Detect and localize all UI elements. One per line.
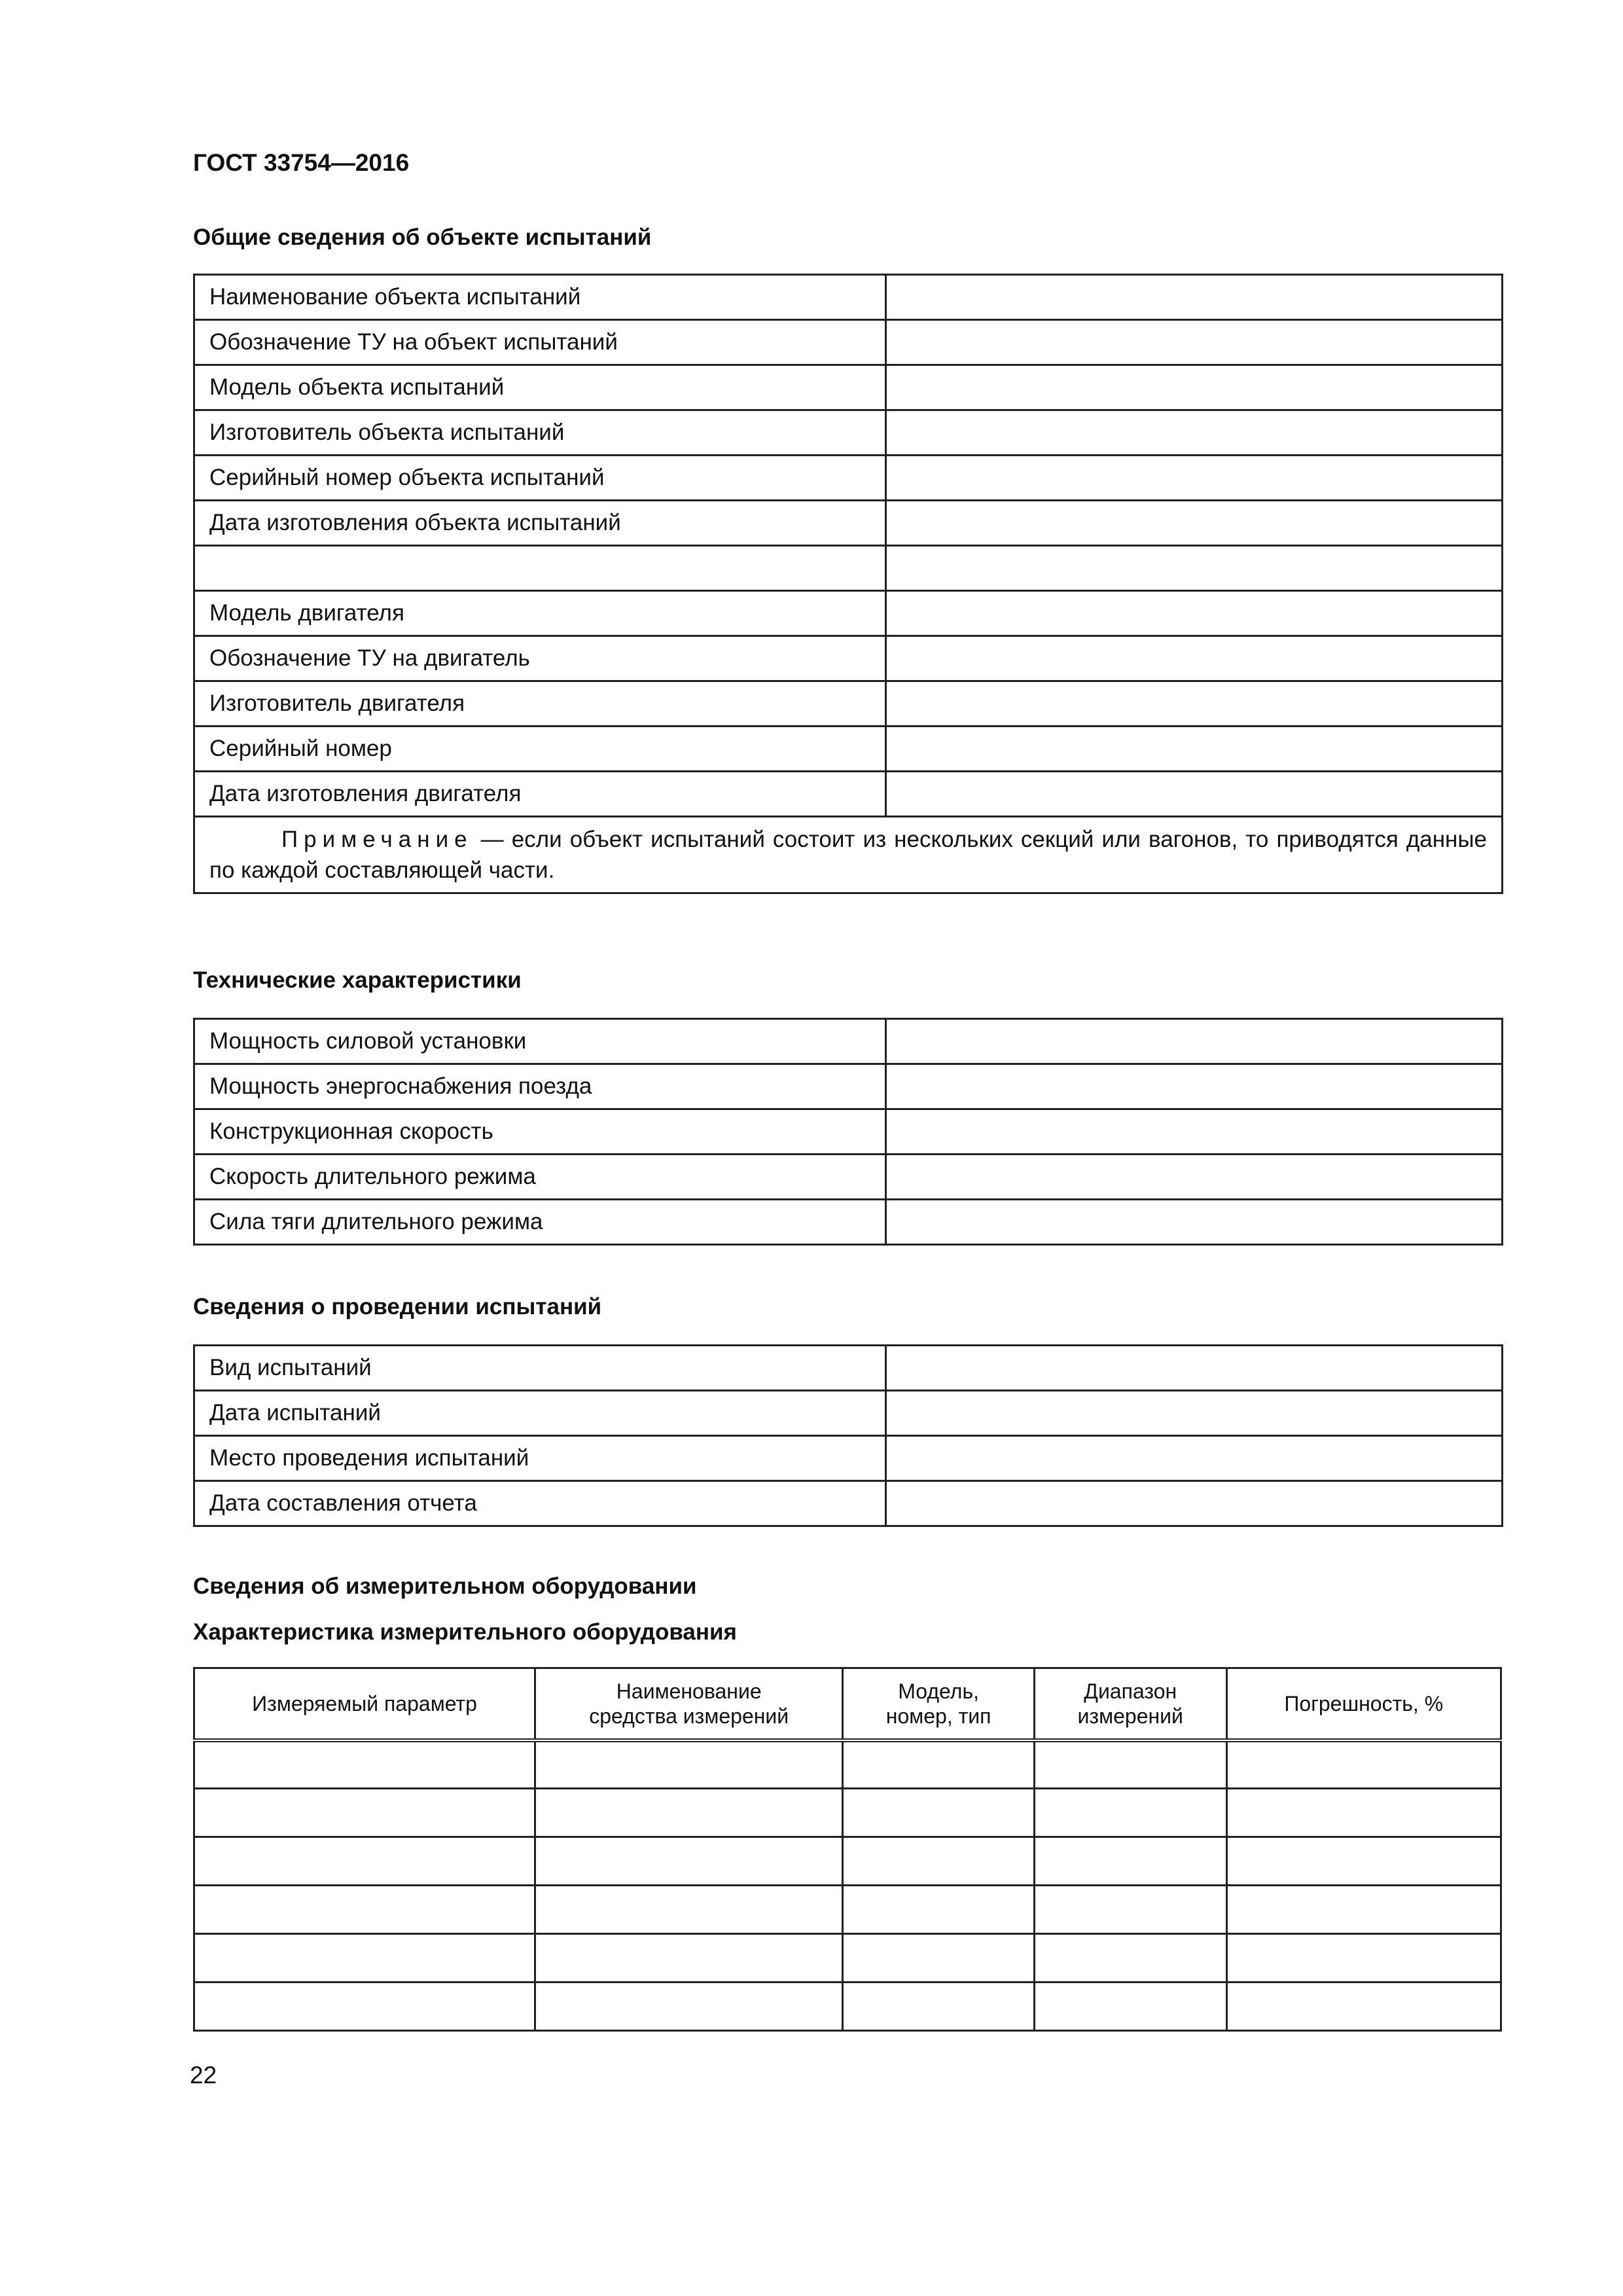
row-value-field[interactable] bbox=[885, 1200, 1502, 1245]
column-header-line: средства измерений bbox=[589, 1704, 789, 1728]
row-label: Место проведения испытаний bbox=[194, 1436, 886, 1481]
table-row bbox=[194, 1064, 1503, 1109]
note-row bbox=[194, 817, 1503, 893]
row-label: Модель двигателя bbox=[194, 591, 886, 636]
equipment-cell[interactable] bbox=[194, 1886, 535, 1934]
section-heading-general: Общие сведения об объекте испытаний bbox=[193, 224, 652, 250]
row-value-field[interactable] bbox=[885, 681, 1502, 726]
row-value-field[interactable] bbox=[885, 1064, 1502, 1109]
row-label: Наименование объекта испытаний bbox=[194, 275, 886, 320]
equipment-cell[interactable] bbox=[535, 1837, 843, 1886]
row-value-field[interactable] bbox=[885, 1436, 1502, 1481]
row-label: Дата изготовления двигателя bbox=[194, 772, 886, 817]
note-cell bbox=[194, 817, 1503, 893]
equipment-header-row bbox=[194, 1668, 1501, 1740]
table-row bbox=[194, 1155, 1503, 1200]
equipment-cell[interactable] bbox=[1226, 1982, 1501, 2031]
row-label: Конструкционная скорость bbox=[194, 1109, 886, 1155]
row-value-field[interactable] bbox=[885, 1019, 1502, 1064]
row-value-field[interactable] bbox=[885, 1481, 1502, 1526]
equipment-cell[interactable] bbox=[535, 1740, 843, 1789]
row-value-field[interactable] bbox=[885, 320, 1502, 365]
row-value-field[interactable] bbox=[885, 501, 1502, 546]
technical-specs-table bbox=[193, 1018, 1503, 1246]
table-row bbox=[194, 1886, 1501, 1934]
column-header bbox=[843, 1668, 1035, 1740]
equipment-cell[interactable] bbox=[1034, 1934, 1226, 1982]
row-value-field[interactable] bbox=[885, 456, 1502, 501]
table-row bbox=[194, 1109, 1503, 1155]
equipment-cell[interactable] bbox=[535, 1886, 843, 1934]
column-header-line: измерений bbox=[1077, 1704, 1183, 1728]
row-label: Серийный номер объекта испытаний bbox=[194, 456, 886, 501]
column-header bbox=[1226, 1668, 1501, 1740]
row-label: Скорость длительного режима bbox=[194, 1155, 886, 1200]
table-row bbox=[194, 1346, 1503, 1391]
equipment-table bbox=[193, 1667, 1502, 2032]
equipment-cell[interactable] bbox=[1034, 1740, 1226, 1789]
table-row bbox=[194, 636, 1503, 681]
row-value-field[interactable] bbox=[885, 726, 1502, 772]
equipment-cell[interactable] bbox=[1226, 1837, 1501, 1886]
row-label: Вид испытаний bbox=[194, 1346, 886, 1391]
equipment-cell[interactable] bbox=[1226, 1789, 1501, 1837]
table-row bbox=[194, 275, 1503, 320]
column-header bbox=[535, 1668, 843, 1740]
table-row bbox=[194, 1982, 1501, 2031]
table-row bbox=[194, 1436, 1503, 1481]
column-header-line: Диапазон bbox=[1084, 1679, 1177, 1703]
equipment-cell[interactable] bbox=[535, 1982, 843, 2031]
equipment-cell[interactable] bbox=[194, 1837, 535, 1886]
table-row bbox=[194, 546, 1503, 591]
equipment-cell[interactable] bbox=[843, 1789, 1035, 1837]
equipment-cell[interactable] bbox=[843, 1886, 1035, 1934]
equipment-cell[interactable] bbox=[1034, 1886, 1226, 1934]
table-row bbox=[194, 591, 1503, 636]
row-value-field[interactable] bbox=[885, 546, 1502, 591]
row-label: Мощность энергоснабжения поезда bbox=[194, 1064, 886, 1109]
table-row bbox=[194, 772, 1503, 817]
column-header-line: Наименование bbox=[616, 1679, 762, 1703]
row-value-field[interactable] bbox=[885, 275, 1502, 320]
table-row bbox=[194, 320, 1503, 365]
general-info-table bbox=[193, 274, 1503, 894]
row-label: Мощность силовой установки bbox=[194, 1019, 886, 1064]
equipment-cell[interactable] bbox=[194, 1982, 535, 2031]
equipment-cell[interactable] bbox=[843, 1740, 1035, 1789]
equipment-cell[interactable] bbox=[843, 1982, 1035, 2031]
row-value-field[interactable] bbox=[885, 1391, 1502, 1436]
column-header-line: номер, тип bbox=[885, 1704, 991, 1728]
row-label: Сила тяги длительного режима bbox=[194, 1200, 886, 1245]
section-heading-equipment: Сведения об измерительном оборудовании bbox=[193, 1573, 697, 1599]
equipment-cell[interactable] bbox=[843, 1934, 1035, 1982]
table-row bbox=[194, 1391, 1503, 1436]
equipment-cell[interactable] bbox=[535, 1934, 843, 1982]
row-value-field[interactable] bbox=[885, 410, 1502, 456]
subheading-equipment-characteristics: Характеристика измерительного оборудования bbox=[193, 1619, 737, 1645]
row-label: Изготовитель объекта испытаний bbox=[194, 410, 886, 456]
row-value-field[interactable] bbox=[885, 1346, 1502, 1391]
row-label: Изготовитель двигателя bbox=[194, 681, 886, 726]
table-row bbox=[194, 1837, 1501, 1886]
table-row bbox=[194, 1200, 1503, 1245]
table-row bbox=[194, 456, 1503, 501]
equipment-cell[interactable] bbox=[1226, 1740, 1501, 1789]
table-row bbox=[194, 726, 1503, 772]
table-row bbox=[194, 1789, 1501, 1837]
table-row bbox=[194, 681, 1503, 726]
note-text: — если объект испытаний состоит из нескольких секций или вагонов, то приводятся данные по каждой составляющей части. bbox=[209, 827, 1487, 883]
row-value-field[interactable] bbox=[885, 772, 1502, 817]
table-row bbox=[194, 1019, 1503, 1064]
section-heading-testing: Сведения о проведении испытаний bbox=[193, 1294, 602, 1319]
column-header-line: Погрешность, % bbox=[1284, 1691, 1444, 1715]
row-label: Дата составления отчета bbox=[194, 1481, 886, 1526]
row-label: Обозначение ТУ на двигатель bbox=[194, 636, 886, 681]
row-label: Дата испытаний bbox=[194, 1391, 886, 1436]
column-header-line: Измеряемый параметр bbox=[252, 1691, 477, 1715]
row-value-field[interactable] bbox=[885, 636, 1502, 681]
row-value-field[interactable] bbox=[885, 1109, 1502, 1155]
equipment-cell[interactable] bbox=[1226, 1934, 1501, 1982]
table-row bbox=[194, 501, 1503, 546]
section-heading-technical: Технические характеристики bbox=[193, 967, 522, 993]
equipment-cell[interactable] bbox=[194, 1789, 535, 1837]
equipment-cell[interactable] bbox=[1034, 1789, 1226, 1837]
row-label: Дата изготовления объекта испытаний bbox=[194, 501, 886, 546]
equipment-cell[interactable] bbox=[194, 1740, 535, 1789]
column-header-line: Модель, bbox=[898, 1679, 979, 1703]
row-value-field[interactable] bbox=[885, 365, 1502, 410]
equipment-cell[interactable] bbox=[1226, 1886, 1501, 1934]
column-header bbox=[1034, 1668, 1226, 1740]
row-label: Обозначение ТУ на объект испытаний bbox=[194, 320, 886, 365]
equipment-cell[interactable] bbox=[1034, 1982, 1226, 2031]
row-value-field[interactable] bbox=[885, 591, 1502, 636]
table-row bbox=[194, 1740, 1501, 1789]
table-row bbox=[194, 1481, 1503, 1526]
equipment-cell[interactable] bbox=[194, 1934, 535, 1982]
testing-info-table bbox=[193, 1344, 1503, 1527]
note-label: Примечание bbox=[281, 827, 473, 852]
column-header bbox=[194, 1668, 535, 1740]
row-label bbox=[194, 546, 886, 591]
page-number: 22 bbox=[190, 2062, 217, 2089]
equipment-cell[interactable] bbox=[1034, 1837, 1226, 1886]
table-row bbox=[194, 410, 1503, 456]
table-row bbox=[194, 365, 1503, 410]
row-value-field[interactable] bbox=[885, 1155, 1502, 1200]
row-label: Серийный номер bbox=[194, 726, 886, 772]
equipment-cell[interactable] bbox=[843, 1837, 1035, 1886]
row-label: Модель объекта испытаний bbox=[194, 365, 886, 410]
equipment-cell[interactable] bbox=[535, 1789, 843, 1837]
document-header: ГОСТ 33754—2016 bbox=[193, 149, 410, 176]
table-row bbox=[194, 1934, 1501, 1982]
